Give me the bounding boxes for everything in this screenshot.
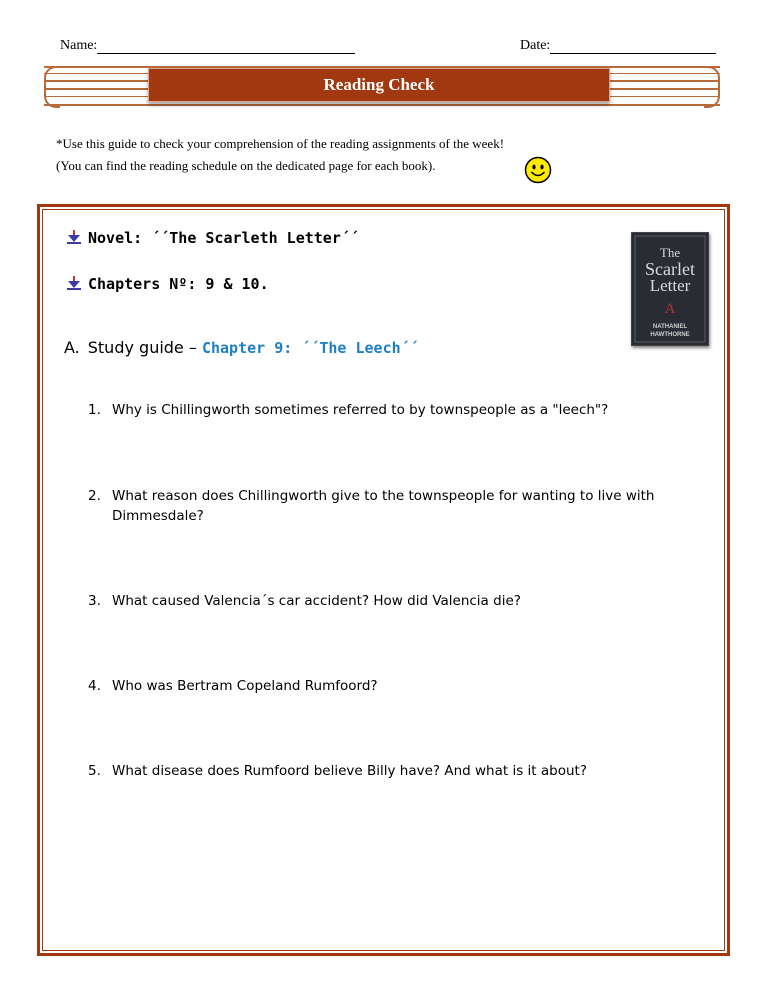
- novel-row: [66, 229, 359, 247]
- novel-title: Novel: ´´The Scarleth Letter´´: [88, 229, 359, 247]
- banner-title: Reading Check: [148, 68, 610, 102]
- svg-text:NATHANIEL: NATHANIEL: [652, 324, 688, 330]
- book-cover-image: [631, 232, 709, 346]
- date-field-row: [520, 38, 716, 54]
- section-a-heading: [64, 338, 419, 357]
- svg-text:HAWTHORNE: HAWTHORNE: [650, 332, 690, 338]
- svg-text:Scarlet: Scarlet: [645, 259, 695, 279]
- chapters-row: [66, 275, 269, 293]
- question-item: 2. What reason does Chillingworth give to the townspeople for wanting to live with Dimmesdale?: [88, 486, 688, 526]
- arrow-bullet-icon: [66, 276, 82, 290]
- chapters-text: Chapters Nº: 9 & 10.: [88, 275, 269, 293]
- question-item: 5. What disease does Rumfoord believe Billy have? And what is it about?: [88, 761, 688, 781]
- svg-text:The: The: [659, 245, 681, 260]
- smiley-icon: [524, 156, 552, 184]
- section-label: A.: [64, 338, 80, 357]
- svg-text:Letter: Letter: [649, 276, 691, 295]
- name-field-row: [60, 38, 355, 54]
- name-field[interactable]: [97, 39, 355, 54]
- question-text: What caused Valencia´s car accident? How did Valencia die?: [112, 593, 521, 609]
- question-item: 3. What caused Valencia´s car accident? How did Valencia die?: [88, 591, 688, 611]
- content-frame-inner: [42, 209, 725, 951]
- section-chapter: Chapter 9: ´´The Leech´´: [201, 339, 419, 357]
- svg-text:A: A: [664, 301, 676, 317]
- date-label: Date:: [520, 38, 551, 53]
- question-text: What disease does Rumfoord believe Billy have? And what is it about?: [112, 763, 587, 779]
- intro-line-1: *Use this guide to check your comprehension of the reading assignments of the week!: [56, 136, 505, 151]
- question-text: Who was Bertram Copeland Rumfoord?: [112, 678, 378, 694]
- date-field[interactable]: [550, 39, 716, 54]
- question-text: What reason does Chillingworth give to the townspeople for wanting to live with Dimmesdale?: [112, 488, 655, 524]
- arrow-bullet-icon: [66, 230, 82, 244]
- question-text: Why is Chillingworth sometimes referred to by townspeople as a "leech"?: [112, 402, 609, 418]
- section-title: Study guide –: [87, 338, 197, 357]
- name-label: Name:: [60, 38, 98, 53]
- question-item: 1. Why is Chillingworth sometimes referred to by townspeople as a "leech"?: [88, 400, 688, 420]
- intro-line-2: (You can find the reading schedule on the dedicated page for each book).: [56, 158, 436, 173]
- question-item: 4. Who was Bertram Copeland Rumfoord?: [88, 676, 688, 696]
